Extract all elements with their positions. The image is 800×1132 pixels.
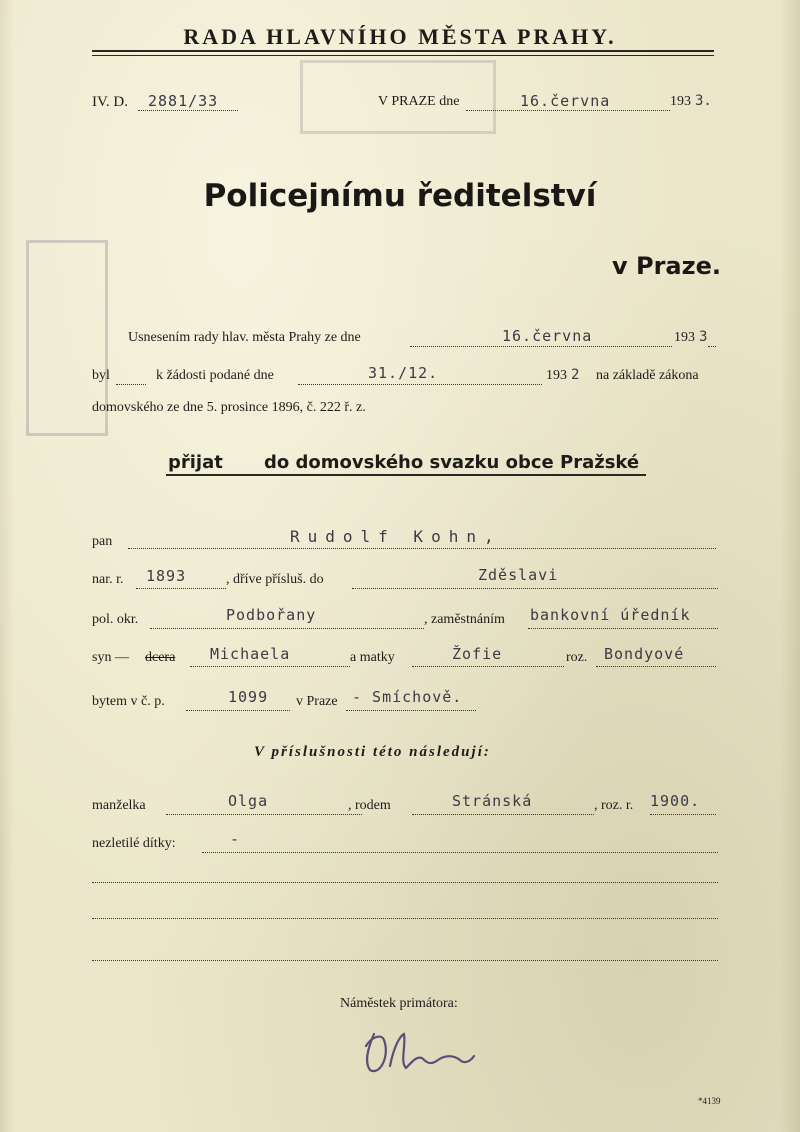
wife-maiden-name: Stránská	[452, 792, 533, 810]
decision-underline	[166, 474, 646, 476]
wife-label: manželka	[92, 798, 146, 813]
byl-label: byl	[92, 368, 110, 383]
occupation-label: , zaměstnáním	[424, 612, 505, 627]
city-district: - Smíchově.	[352, 688, 463, 706]
request-label: k žádosti podané dne	[156, 368, 274, 383]
council-header: RADA HLAVNÍHO MĚSTA PRAHY.	[183, 24, 617, 49]
born-year-label: , roz. r.	[594, 798, 634, 813]
birth-label: nar. r.	[92, 572, 124, 587]
pan-label: pan	[92, 534, 113, 549]
resolution-date: 16.června	[502, 327, 593, 345]
person-name: Rudolf Kohn,	[290, 527, 502, 546]
children-label: nezletilé dítky:	[92, 836, 176, 851]
ref-year-prefix: 193	[670, 94, 691, 109]
mother-maiden-name: Bondyové	[604, 645, 685, 663]
mother-label: a matky	[350, 650, 395, 665]
wife-birth-year: 1900.	[650, 792, 701, 810]
addressee-city: v Praze.	[612, 252, 721, 280]
daughter-struck: dcera	[145, 650, 176, 665]
birth-year: 1893	[146, 567, 187, 585]
blank-line-3	[92, 960, 718, 961]
district-label: pol. okr.	[92, 612, 139, 627]
children-value: -	[230, 830, 241, 848]
born-label: , rodem	[348, 798, 391, 813]
header-rule-top	[92, 50, 714, 52]
form-number: *4139	[698, 1096, 721, 1106]
ref-year-digit: 3.	[695, 93, 712, 109]
followers-heading: V příslušnosti této následují:	[254, 744, 491, 760]
resolution-year-digit: 3	[699, 329, 708, 345]
former-place: Zděslavi	[478, 566, 559, 584]
ref-number: 2881/33	[148, 92, 219, 110]
law-label: na základě zákona	[596, 368, 699, 383]
signature-label: Náměstek primátora:	[340, 996, 458, 1011]
district: Podbořany	[226, 606, 317, 624]
city-label: v Praze	[296, 694, 338, 709]
ref-prefix: IV. D.	[92, 94, 128, 110]
father-name: Michaela	[210, 645, 291, 663]
ref-place-label: V PRAZE dne	[378, 94, 460, 109]
decision-text: do domovského svazku obce Pražské	[264, 452, 640, 473]
son-label: syn —	[92, 650, 129, 665]
law-text: domovského ze dne 5. prosince 1896, č. 222 ř. z.	[92, 400, 366, 415]
request-year: 193	[546, 368, 567, 383]
wife-name: Olga	[228, 792, 269, 810]
blank-line-1	[92, 882, 718, 883]
addressee-title: Policejnímu ředitelství	[203, 178, 597, 214]
handwritten-signature	[360, 1026, 480, 1078]
ref-date: 16.června	[520, 92, 611, 110]
blank-line-2	[92, 918, 718, 919]
request-date: 31./12.	[368, 364, 439, 382]
house-number: 1099	[228, 688, 269, 706]
resolution-year: 193	[674, 330, 695, 345]
residence-label: bytem v č. p.	[92, 694, 165, 709]
decision-word: přijat	[168, 452, 223, 473]
maiden-label: roz.	[566, 650, 588, 665]
request-year-digit: 2	[571, 367, 580, 383]
occupation: bankovní úředník	[530, 606, 691, 624]
mother-name: Žofie	[452, 645, 503, 663]
header-rule-bottom	[92, 55, 714, 56]
former-label: , dříve přísluš. do	[226, 572, 324, 587]
resolution-intro: Usnesením rady hlav. města Prahy ze dne	[128, 330, 361, 345]
